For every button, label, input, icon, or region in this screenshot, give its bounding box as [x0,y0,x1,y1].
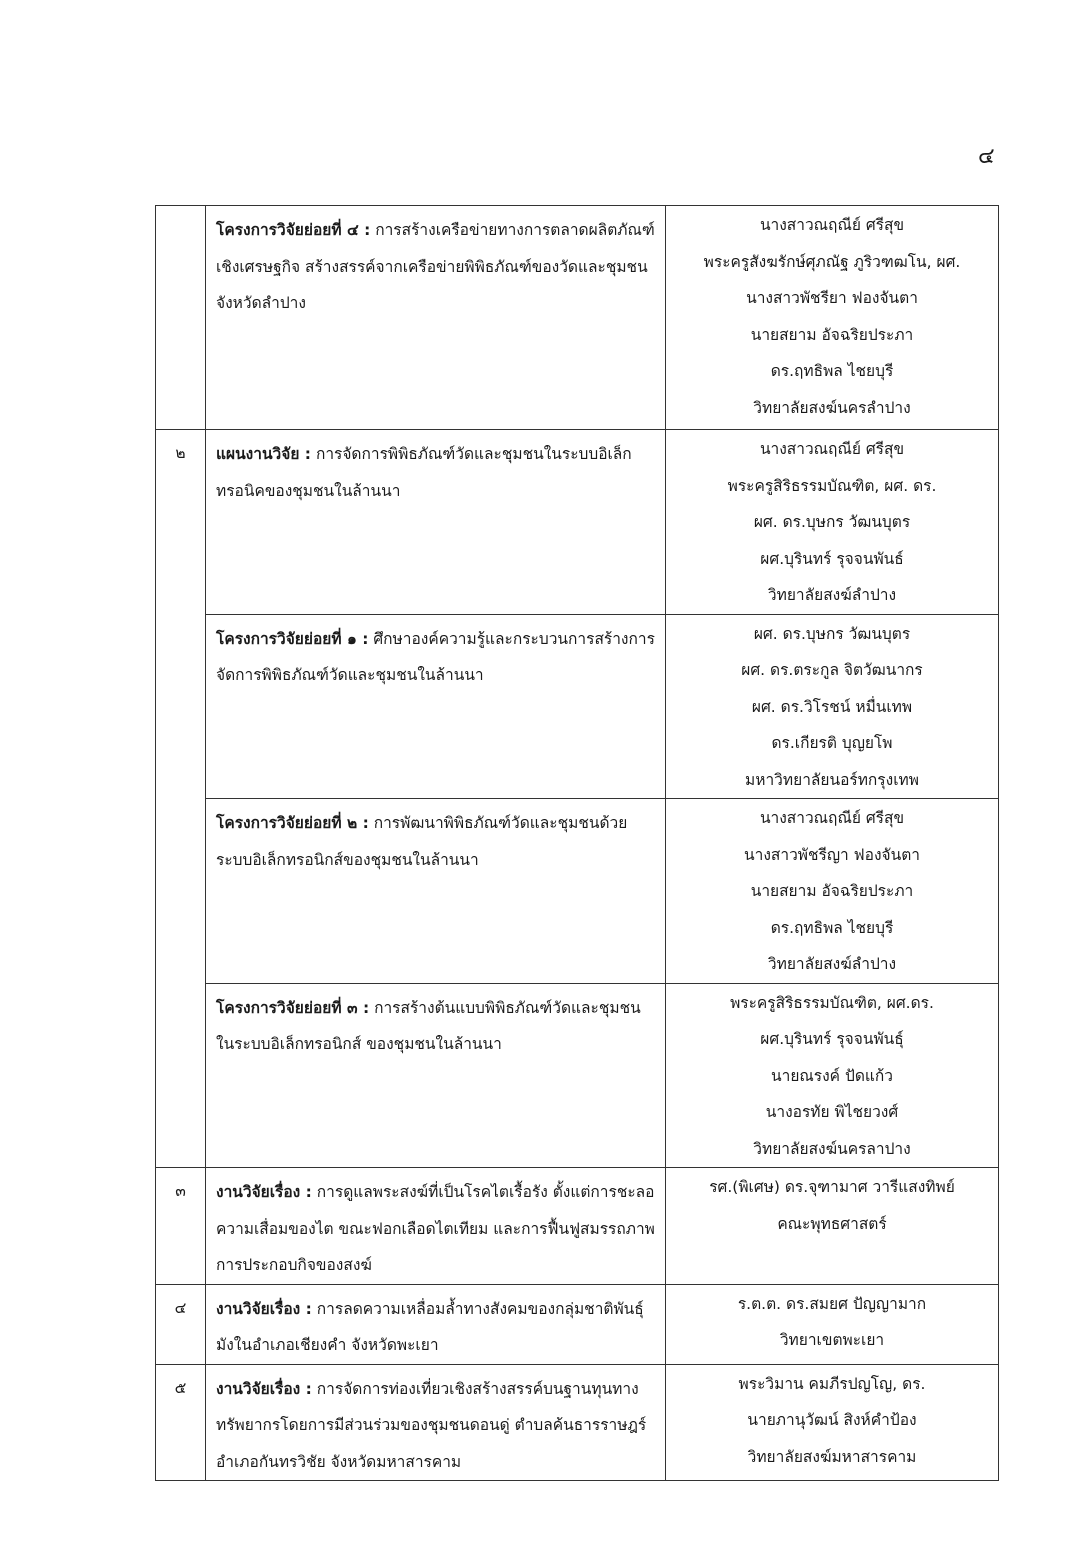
row-label: งานวิจัยเรื่อง : [216,1299,312,1318]
person-name: นายณรงค์ ปัดแก้ว [771,1066,893,1085]
person-name: ร.ต.ต. ดร.สมยศ ปัญญามาก [737,1294,927,1313]
person-name: นายสยาม อัจฉริยประภา [750,882,914,900]
row-title: การลดความเหลื่อมล้ำทางสังคมของกลุ่มชาติพันธุ์มังในอำเภอเชียงคำ จังหวัดพะเยา [216,1299,644,1354]
person-name: พระครูสิริธรรมบัณฑิต, ผศ. ดร. [727,476,937,495]
row-label: โครงการวิจัยย่อยที่ ๓ : [216,998,370,1017]
person-name: ดร.ฤทธิพล ไชยบุรี [770,918,894,937]
person-name: นางสาวพัชรีญา ฟองจันตา [744,845,920,864]
institution-name: วิทยาลัยสงฆ์นครลำปาง [753,398,911,417]
row-title: การดูแลพระสงฆ์ที่เป็นโรคไตเรื้อรัง ตั้งแต่การชะลอความเสื่อมของไต ขณะฟอกเลือดไตเทียม และการฟื้นฟูสมรรถภาพการประกอบกิจของสงฆ์ [216,1183,655,1274]
page-number: ๔ [978,144,995,169]
row-number [156,614,206,799]
row-people-cell [666,1364,999,1481]
person-name: ผศ. ดร.บุษกร วัฒนบุตร [753,624,911,643]
row-people-cell [666,983,999,1168]
row-title: การจัดการพิพิธภัณฑ์วัดและชุมชนในระบบอิเล็กทรอนิคของชุมชนในล้านนา [216,445,632,500]
institution-name: วิทยาลัยสงฆ์ลำปาง [767,586,897,604]
row-number: ๒ [156,430,206,615]
institution-name: วิทยาเขตพะเยา [779,1331,885,1349]
person-name: นางสาวพัชรียา ฟองจันตา [746,289,918,307]
row-people-cell [666,1284,999,1364]
row-title-cell [206,799,666,984]
person-name: นางสาวณฤณีย์ ศรีสุข [759,440,905,458]
research-table [155,205,999,1481]
row-title: การสร้างเครือข่ายทางการตลาดผลิตภัณฑ์เชิงเศรษฐกิจ สร้างสรรค์จากเครือข่ายพิพิธภัณฑ์ของวัดและชุมชนจังหวัดลำปาง [216,221,655,312]
row-people-cell [666,799,999,984]
row-number: ๓ [156,1168,206,1285]
institution-name: วิทยาลัยสงฆ์นครลาปาง [753,1139,911,1158]
person-name: พระครูสิริธรรมบัณฑิต, ผศ.ดร. [730,993,934,1012]
row-number [156,983,206,1168]
table-row [156,1284,999,1364]
row-label: โครงการวิจัยย่อยที่ ๒ : [216,814,369,832]
row-title: ศึกษาองค์ความรู้และกระบวนการสร้างการจัดการพิพิธภัณฑ์วัดและชุมชนในล้านนา [216,629,655,684]
row-title-cell [206,1168,666,1285]
row-people-cell [666,206,999,430]
person-name: ผศ.บุรินทร์ รุจจนพันธุ์ [760,1030,904,1048]
table-row [156,1168,999,1285]
row-label: แผนงานวิจัย : [216,445,311,463]
row-title-cell [206,1364,666,1481]
row-number: ๕ [156,1364,206,1481]
institution-name: มหาวิทยาลัยนอร์ทกรุงเทพ [745,770,919,789]
institution-name: คณะพุทธศาสตร์ [777,1214,887,1233]
row-people-cell [666,430,999,615]
person-name: ผศ.บุรินทร์ รุจจนพันธ์ [760,549,904,568]
row-title: การพัฒนาพิพิธภัณฑ์วัดและชุมชนด้วยระบบอิเล็กทรอนิกส์ของชุมชนในล้านนา [216,814,628,869]
row-label: โครงการวิจัยย่อยที่ ๔ : [216,221,371,239]
row-label: งานวิจัยเรื่อง : [216,1379,312,1398]
row-title-cell [206,614,666,799]
table-row [156,1364,999,1481]
row-title: การสร้างต้นแบบพิพิธภัณฑ์วัดและชุมชนในระบบอิเล็กทรอนิกส์ ของชุมชนในล้านนา [216,998,641,1053]
person-name: พระวิมาน คมภีรปญโญ, ดร. [738,1374,926,1393]
person-name: ผศ. ดร.ตระกูล จิตวัฒนากร [741,661,923,679]
row-title-cell [206,430,666,615]
row-people-cell [666,1168,999,1285]
table-row [156,430,999,615]
person-name: นายสยาม อัจฉริยประภา [750,325,914,344]
person-name: พระครูสังฆรักษ์ศุภณัฐ ภูริวฑฒโน, ผศ. [703,252,961,271]
person-name: ดร.เกียรติ บุญยโพ [771,734,893,752]
person-name: ดร.ฤทธิพล ไชยบุรี [770,362,894,380]
row-number [156,799,206,984]
row-title-cell [206,983,666,1168]
person-name: นายภานุวัฒน์ สิงห์คำป้อง [747,1411,917,1429]
row-title-cell [206,1284,666,1364]
table-row [156,799,999,984]
institution-name: วิทยาลัยสงฆ์ลำปาง [767,955,897,973]
person-name: ผศ. ดร.บุษกร วัฒนบุตร [753,513,911,531]
table-row [156,206,999,430]
person-name: นางอรทัย พิไชยวงศ์ [765,1103,899,1121]
person-name: นางสาวณฤณีย์ ศรีสุข [759,216,905,234]
table-row [156,983,999,1168]
row-label: โครงการวิจัยย่อยที่ ๑ : [216,629,369,648]
row-number [156,206,206,430]
person-name: รศ.(พิเศษ) ดร.จุฑามาศ วารีแสงทิพย์ [709,1178,955,1196]
row-title-cell [206,206,666,430]
row-people-cell [666,614,999,799]
row-number: ๔ [156,1284,206,1364]
row-label: งานวิจัยเรื่อง : [216,1183,312,1201]
row-title: การจัดการท่องเที่ยวเชิงสร้างสรรค์บนฐานทุนทางทรัพยากรโดยการมีส่วนร่วมของชุมชนดอนดู่ ตำบลค้นธารราษฎร์ อำเภอกันทรวิชัย จังหวัดมหาสารคาม [216,1379,647,1471]
institution-name: วิทยาลัยสงฆ์มหาสารคาม [747,1447,917,1466]
person-name: ผศ. ดร.วิโรชน์ หมื่นเทพ [751,697,913,716]
person-name: นางสาวณฤณีย์ ศรีสุข [759,809,905,827]
table-row [156,614,999,799]
